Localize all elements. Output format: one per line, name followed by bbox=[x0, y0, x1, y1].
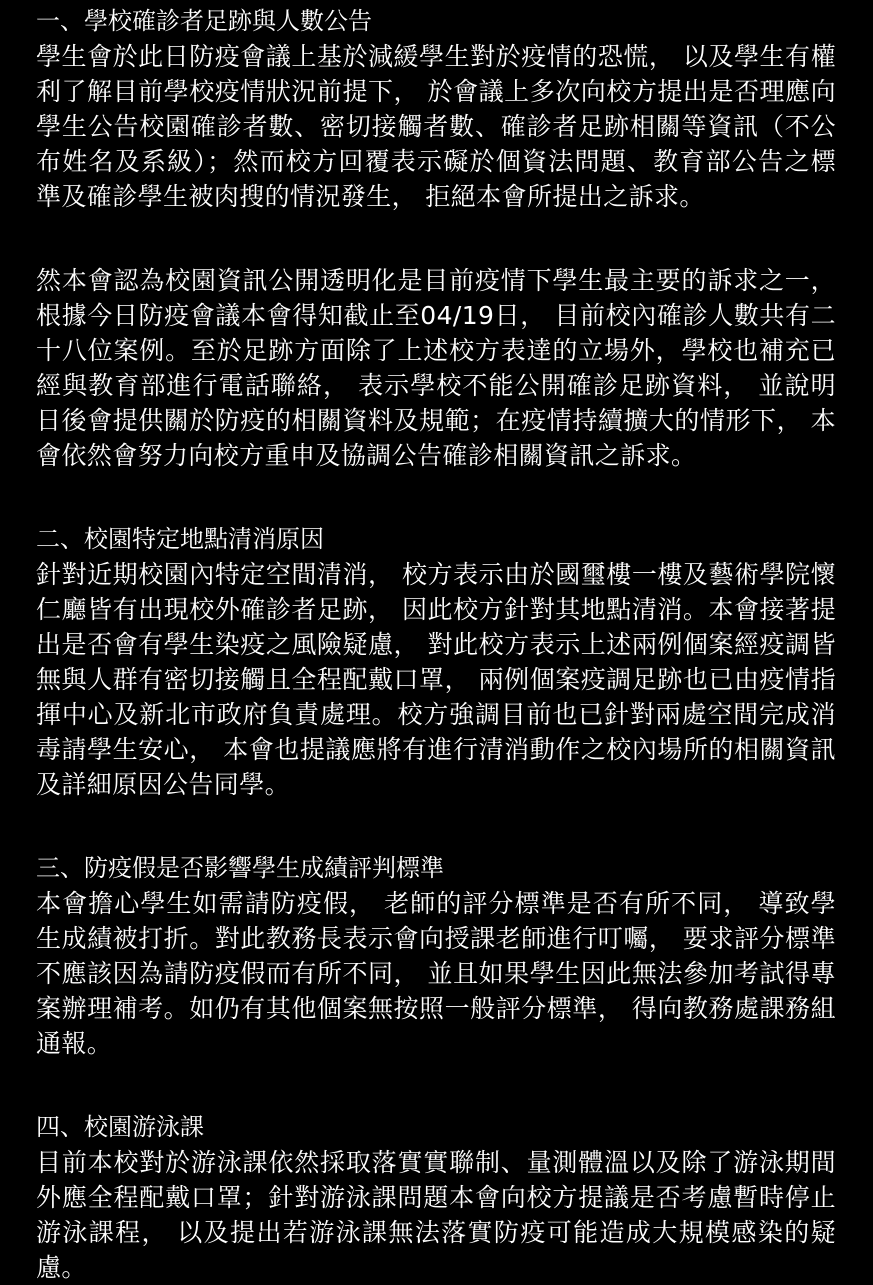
section-title: 四、校園游泳課 bbox=[36, 1113, 204, 1141]
section-title: 三、防疫假是否影響學生成績評判標準 bbox=[36, 854, 444, 882]
paragraph: 學生會於此日防疫會議上基於減緩學生對於疫情的恐慌， 以及學生有權利了解目前學校疫情狀況前提下， 於會議上多次向校方提出是否理應向學生公告校園確診者數、密切接觸者數、確診者足跡相關等資訊（不公布姓名及系級）；然而校方回覆表示礙於個資法問題、教育部公告之標準及確診學生被肉搜的情況發生， 拒絕本會所提出之訴求。 bbox=[36, 42, 836, 211]
paragraph: 然本會認為校園資訊公開透明化是目前疫情下學生最主要的訴求之一， 根據今日防疫會議本會得知截止至04/19日， 目前校內確診人數共有二十八位案例。至於足跡方面除了上述校方表達的立場外，學校也補充已經與教育部進行電話聯絡， 表示學校不能公開確診足跡資料， 並說明日後會提供關於防疫的相關資料及規範；在疫情持續擴大的情形下， 本會依然會努力向校方重申及協調公告確診相關資訊之訴求。 bbox=[36, 266, 836, 470]
document-body bbox=[36, 4, 836, 1285]
section-title: 二、校園特定地點清消原因 bbox=[36, 525, 324, 553]
section-title: 一、學校確診者足跡與人數公告 bbox=[36, 7, 372, 35]
paragraph: 目前本校對於游泳課依然採取落實實聯制、量測體溫以及除了游泳期間外應全程配戴口罩；針對游泳課問題本會向校方提議是否考慮暫時停止游泳課程， 以及提出若游泳課無法落實防疫可能造成大規模感染的疑慮。 bbox=[36, 1148, 836, 1282]
section-4 bbox=[36, 1110, 836, 1285]
section-1 bbox=[36, 4, 836, 473]
section-3 bbox=[36, 851, 836, 1061]
paragraph: 針對近期校園內特定空間清消， 校方表示由於國璽樓一樓及藝術學院懷仁廳皆有出現校外確診者足跡， 因此校方針對其地點清消。本會接著提出是否會有學生染疫之風險疑慮， 對此校方表示上述兩例個案經疫調皆無與人群有密切接觸且全程配戴口罩， 兩例個案疫調足跡也已由疫情指揮中心及新北市政府負責處理。校方強調目前也已針對兩處空間完成消毒請學生安心， 本會也提議應將有進行清消動作之校內場所的相關資訊及詳細原因公告同學。 bbox=[36, 560, 836, 799]
section-2 bbox=[36, 522, 836, 802]
paragraph: 本會擔心學生如需請防疫假， 老師的評分標準是否有所不同， 導致學生成績被打折。對此教務長表示會向授課老師進行叮囑， 要求評分標準不應該因為請防疫假而有所不同， 並且如果學生因此無法參加考試得專案辦理補考。如仍有其他個案無按照一般評分標準， 得向教務處課務組通報。 bbox=[36, 889, 836, 1058]
